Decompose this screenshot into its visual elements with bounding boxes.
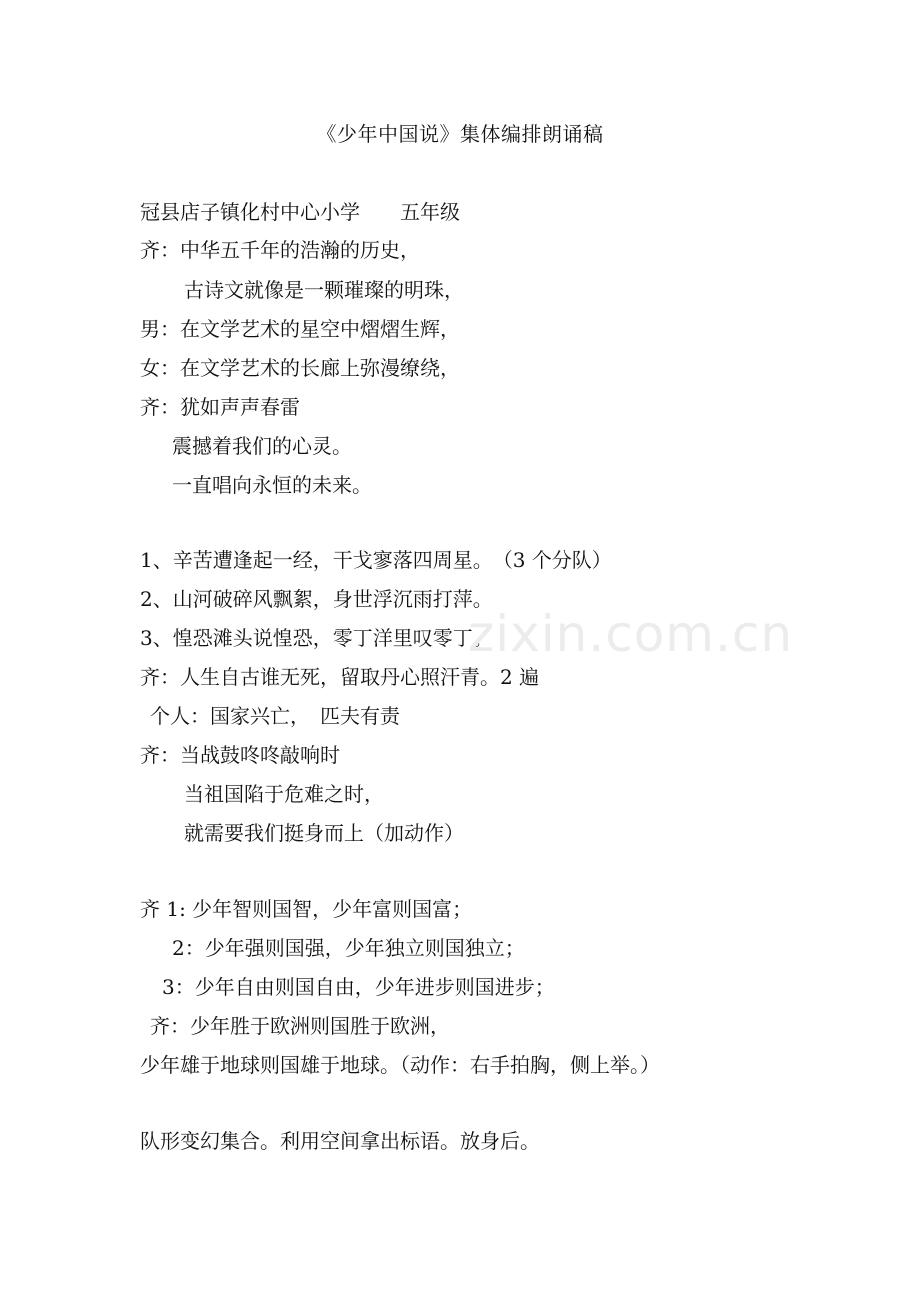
- school-grade-line: 冠县店子镇化村中心小学 五年级: [140, 200, 460, 224]
- text-line: 古诗文就像是一颗璀璨的明珠，: [184, 278, 464, 302]
- text-line: 男：在文学艺术的星空中熠熠生辉，: [140, 317, 460, 341]
- text-line: 齐：少年胜于欧洲则国胜于欧洲，: [150, 1014, 450, 1038]
- text-line: 齐：中华五千年的浩瀚的历史，: [140, 238, 420, 262]
- text-line: 当祖国陷于危难之时，: [184, 782, 384, 806]
- text-line: 2：少年强则国强，少年独立则国独立；: [172, 936, 525, 960]
- poem-line: 3、惶恐滩头说惶恐，零丁洋里叹零丁。: [140, 626, 493, 650]
- text-line: 女：在文学艺术的长廊上弥漫缭绕，: [140, 356, 460, 380]
- text-line: 就需要我们挺身而上（加动作）: [184, 821, 464, 845]
- text-line: 一直唱向永恒的未来。: [172, 473, 372, 497]
- watermark: zixin.com.cn: [468, 605, 794, 663]
- document-title: 《少年中国说》集体编排朗诵稿: [316, 122, 604, 146]
- text-line: 齐 1: 少年智则国智，少年富则国富；: [140, 897, 473, 921]
- text-line: 少年雄于地球则国雄于地球。（动作：右手拍胸，侧上举。）: [140, 1053, 660, 1077]
- text-line: 队形变幻集合。利用空间拿出标语。放身后。: [140, 1129, 540, 1153]
- text-line: 3：少年自由则国自由，少年进步则国进步；: [162, 975, 555, 999]
- text-line: 齐：当战鼓咚咚敲响时: [140, 743, 340, 767]
- text-line: 震撼着我们的心灵。: [172, 434, 352, 458]
- text-line: 个人：国家兴亡， 匹夫有责: [150, 704, 400, 728]
- poem-line: 1、辛苦遭逢起一经，干戈寥落四周星。 （3 个分队）: [140, 548, 612, 572]
- text-line: 齐：人生自古谁无死，留取丹心照汗青。2 遍: [140, 665, 540, 689]
- poem-line: 2、山河破碎风飘絮，身世浮沉雨打萍。: [140, 587, 493, 611]
- text-line: 齐：犹如声声春雷: [140, 395, 300, 419]
